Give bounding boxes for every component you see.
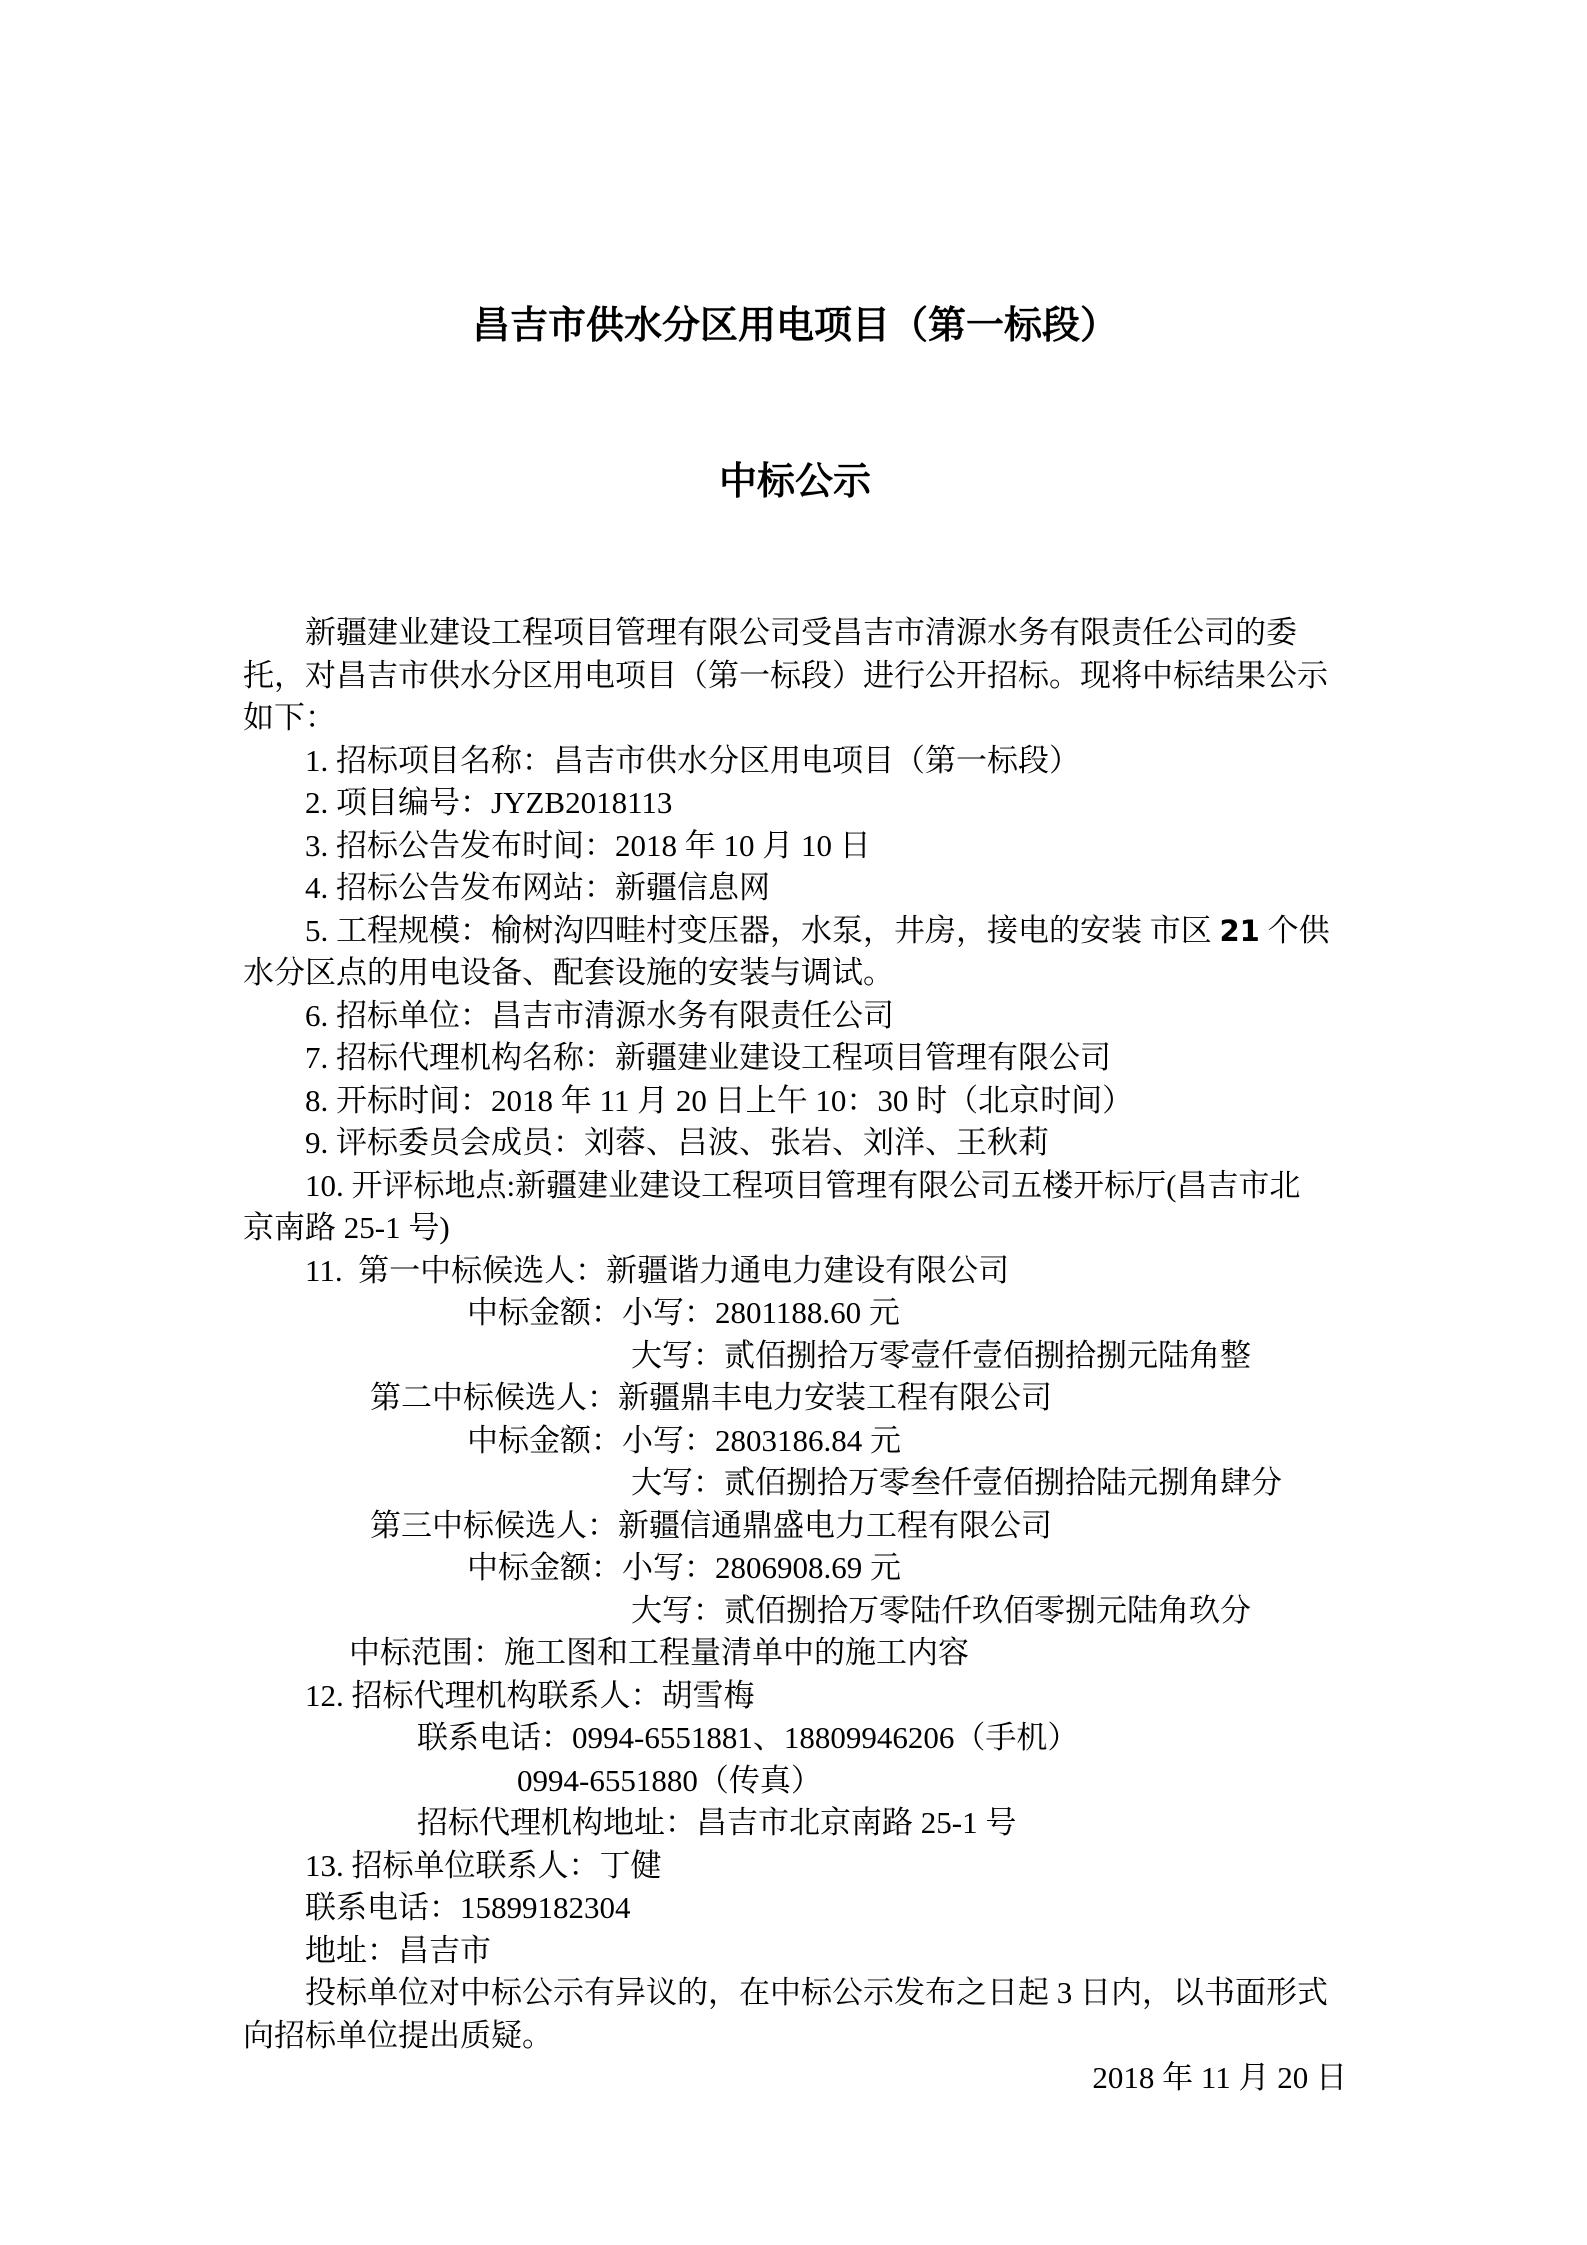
objection-line-1: 投标单位对中标公示有异议的，在中标公示发布之日起 3 日内，以书面形式 <box>305 1975 1328 2010</box>
item-5-project-scale <box>243 910 1347 953</box>
item-5-text-pre: 5. 工程规模：榆树沟四畦村变压器，水泵，井房，接电的安装 市区 <box>305 912 1220 948</box>
intro-line-3: 如下： <box>243 700 336 735</box>
third-candidate-amount: 中标金额：小写：2806908.69 元 <box>467 1550 901 1585</box>
agency-phone: 联系电话：0994-6551881、18809946206（手机） <box>417 1720 1079 1755</box>
third-candidate: 第三中标候选人：新疆信通鼎盛电力工程有限公司 <box>370 1507 1052 1543</box>
first-candidate-amount-words: 大写：贰佰捌拾万零壹仟壹佰捌拾捌元陆角整 <box>631 1337 1251 1373</box>
item-4-announce-site: 4. 招标公告发布网站：新疆信息网 <box>305 870 770 905</box>
owner-phone: 联系电话：15899182304 <box>305 1890 631 1925</box>
page-title <box>243 196 1347 612</box>
document-body <box>243 612 1347 2100</box>
intro-line-2: 托，对昌吉市供水分区用电项目（第一标段）进行公开招标。现将中标结果公示 <box>243 657 1328 693</box>
first-candidate-amount: 中标金额：小写：2801188.60 元 <box>467 1295 900 1330</box>
item-12-agency-contact: 12. 招标代理机构联系人：胡雪梅 <box>305 1677 755 1713</box>
item-13-owner-contact: 13. 招标单位联系人：丁健 <box>305 1847 662 1883</box>
item-8-opening-time: 8. 开标时间：2018 年 11 月 20 日上午 10：30 时（北京时间） <box>305 1082 1134 1118</box>
award-scope: 中标范围：施工图和工程量清单中的施工内容 <box>349 1635 969 1670</box>
title-line-2: 中标公示 <box>718 461 871 503</box>
item-3-announce-date: 3. 招标公告发布时间：2018 年 10 月 10 日 <box>305 827 871 863</box>
item-10-continuation: 京南路 25-1 号) <box>243 1210 450 1245</box>
document-column <box>243 196 1347 2100</box>
second-candidate-amount-words: 大写：贰佰捌拾万零叁仟壹佰捌拾陆元捌角肆分 <box>631 1465 1282 1500</box>
item-6-tender-unit: 6. 招标单位：昌吉市清源水务有限责任公司 <box>305 997 894 1033</box>
item-11-first-candidate: 11. 第一中标候选人：新疆谐力通电力建设有限公司 <box>305 1252 1010 1288</box>
intro-line-1: 新疆建业建设工程项目管理有限公司受昌吉市清源水务有限责任公司的委 <box>305 615 1297 650</box>
second-candidate: 第二中标候选人：新疆鼎丰电力安装工程有限公司 <box>370 1380 1052 1415</box>
second-candidate-amount: 中标金额：小写：2803186.84 元 <box>467 1422 901 1458</box>
item-2-project-number: 2. 项目编号：JYZB2018113 <box>305 785 673 820</box>
item-9-committee: 9. 评标委员会成员：刘蓉、吕波、张岩、刘洋、王秋莉 <box>305 1125 1049 1160</box>
publish-date: 2018 年 11 月 20 日 <box>1092 2060 1347 2095</box>
item-1-project-name: 1. 招标项目名称：昌吉市供水分区用电项目（第一标段） <box>305 742 1080 778</box>
third-candidate-amount-words: 大写：贰佰捌拾万零陆仟玖佰零捌元陆角玖分 <box>631 1592 1251 1628</box>
title-line-1: 昌吉市供水分区用电项目（第一标段） <box>471 305 1118 347</box>
item-5-text-post: 个供 <box>1259 912 1330 948</box>
objection-line-2: 向招标单位提出质疑。 <box>243 2017 553 2053</box>
agency-address: 招标代理机构地址：昌吉市北京南路 25-1 号 <box>417 1805 1017 1840</box>
item-7-agency-name: 7. 招标代理机构名称：新疆建业建设工程项目管理有限公司 <box>305 1040 1111 1075</box>
item-5-count: 21 <box>1219 913 1260 948</box>
item-10-location: 10. 开评标地点:新疆建业建设工程项目管理有限公司五楼开标厅(昌吉市北 <box>305 1167 1301 1203</box>
owner-address: 地址：昌吉市 <box>305 1932 491 1968</box>
agency-fax: 0994-6551880（传真） <box>517 1762 822 1798</box>
item-5-continuation: 水分区点的用电设备、配套设施的安装与调试。 <box>243 955 894 990</box>
